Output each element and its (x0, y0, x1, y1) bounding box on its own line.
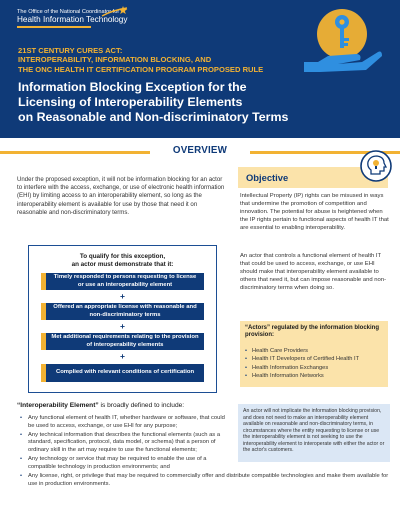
page-title (18, 80, 338, 125)
interop-element-heading-rest: is broadly defined to include: (98, 402, 185, 409)
plus-sign: + (120, 321, 125, 331)
overview-label-box (150, 142, 250, 162)
hand-key-icon (298, 6, 384, 76)
logo-line-2: Health Information Technology (17, 15, 128, 24)
intro-paragraph: Under the proposed exception, it will not be information blocking for an actor to interfere with the access, exchange, or use of electronic health information (EHI) by limiting access to an interoperability element, so long as the interoperability element is available for use by those that need it on reasonable and non-discriminatory terms. (17, 176, 225, 216)
title-line: on Reasonable and Non-discriminatory Terms (18, 110, 289, 124)
title-line: Information Blocking Exception for the (18, 80, 247, 94)
qualify-heading (29, 253, 216, 270)
logo-line-1: The Office of the National Coordinator for (17, 9, 120, 15)
subtitle-line: 21ST CENTURY CURES ACT: (18, 46, 123, 55)
logo-underline (17, 26, 91, 28)
list-item: • Any technology or service that may be required to enable the use of a compatible technology in production environments; and (20, 456, 232, 471)
header-banner (0, 0, 400, 138)
subtitle-line: INTEROPERABILITY, INFORMATION BLOCKING, AND (18, 55, 212, 65)
list-item: • Any functional element of health IT, whether hardware or software, that could be used to access, exchange, or use EHI for any purpose; (20, 415, 232, 430)
actor-item: • Health Information Exchanges (245, 364, 385, 372)
head-lightbulb-icon (360, 150, 392, 182)
subtitle-line: THE ONC HEALTH IT CERTIFICATION PROGRAM PROPOSED RULE (18, 64, 264, 74)
overview-band (0, 142, 400, 162)
program-subtitle (18, 46, 298, 74)
condition-additional-requirements: Met additional requirements relating to the provision of interoperability elements (41, 333, 204, 350)
objective-paragraph: An actor that controls a functional element of health IT that could be used to access, exchange, or use EHI should make that interoperability element available to others that need it, but can impose reasonable and non-discriminatory terms when doing so. (240, 253, 387, 291)
condition-timely-response: Timely responded to persons requesting to license or use an interoperability element (41, 273, 204, 290)
title-line: Licensing of Interoperability Elements (18, 95, 243, 109)
condition-license-terms: Offered an appropriate license with reasonable and non-discriminatory terms (41, 303, 204, 320)
interop-element-heading (17, 402, 232, 409)
interop-element-term: “Interoperability Element” (17, 402, 99, 409)
objective-title: Objective (246, 172, 289, 183)
actor-item: • Health Care Providers (245, 347, 385, 355)
star-swoosh-icon (101, 6, 129, 18)
plus-sign: + (120, 291, 125, 301)
list-item: • Any technical information that describes the functional elements (such as a standard, specification, protocol, data model, or schema) that a person of ordinary skill in the art may require to use the functional elements; (20, 432, 232, 455)
qualify-heading-line: To qualify for this exception, (79, 253, 166, 260)
actors-heading: “Actors” regulated by the information blocking provision: (245, 325, 380, 339)
actors-box (240, 321, 388, 387)
overview-heading: OVERVIEW (172, 145, 228, 156)
list-item: • Any license, right, or privilege that may be required to commercially offer and distribute compatible technologies and make them available for use in production environments. (20, 473, 392, 488)
condition-certification: Complied with relevant conditions of certification (41, 364, 204, 382)
note-box (238, 404, 390, 462)
actor-item: • Health IT Developers of Certified Health IT (245, 355, 385, 363)
note-text: An actor will not implicate the information blocking provision, and does not need to make an interoperability element available on reasonable and non-discriminatory terms, in circumstances where the entity requesting to license or use the interoperability element is not seeking to use the interoperability element to interoperate with either the actor or the actor's customers. (243, 408, 385, 453)
qualify-heading-line: an actor must demonstrate that it: (71, 261, 174, 269)
objective-paragraph: Intellectual Property (IP) rights can be misused in ways that undermine the promotion of competition and innovation. The potential for abuse is heightened when the IP rights pertain to functional aspects of health IT that are essential to enabling interoperability. (240, 193, 389, 231)
onc-logo[interactable] (17, 9, 187, 31)
actor-item: • Health Information Networks (245, 372, 385, 380)
qualify-box (28, 245, 217, 393)
actors-list (245, 347, 385, 381)
plus-sign: + (120, 351, 125, 361)
